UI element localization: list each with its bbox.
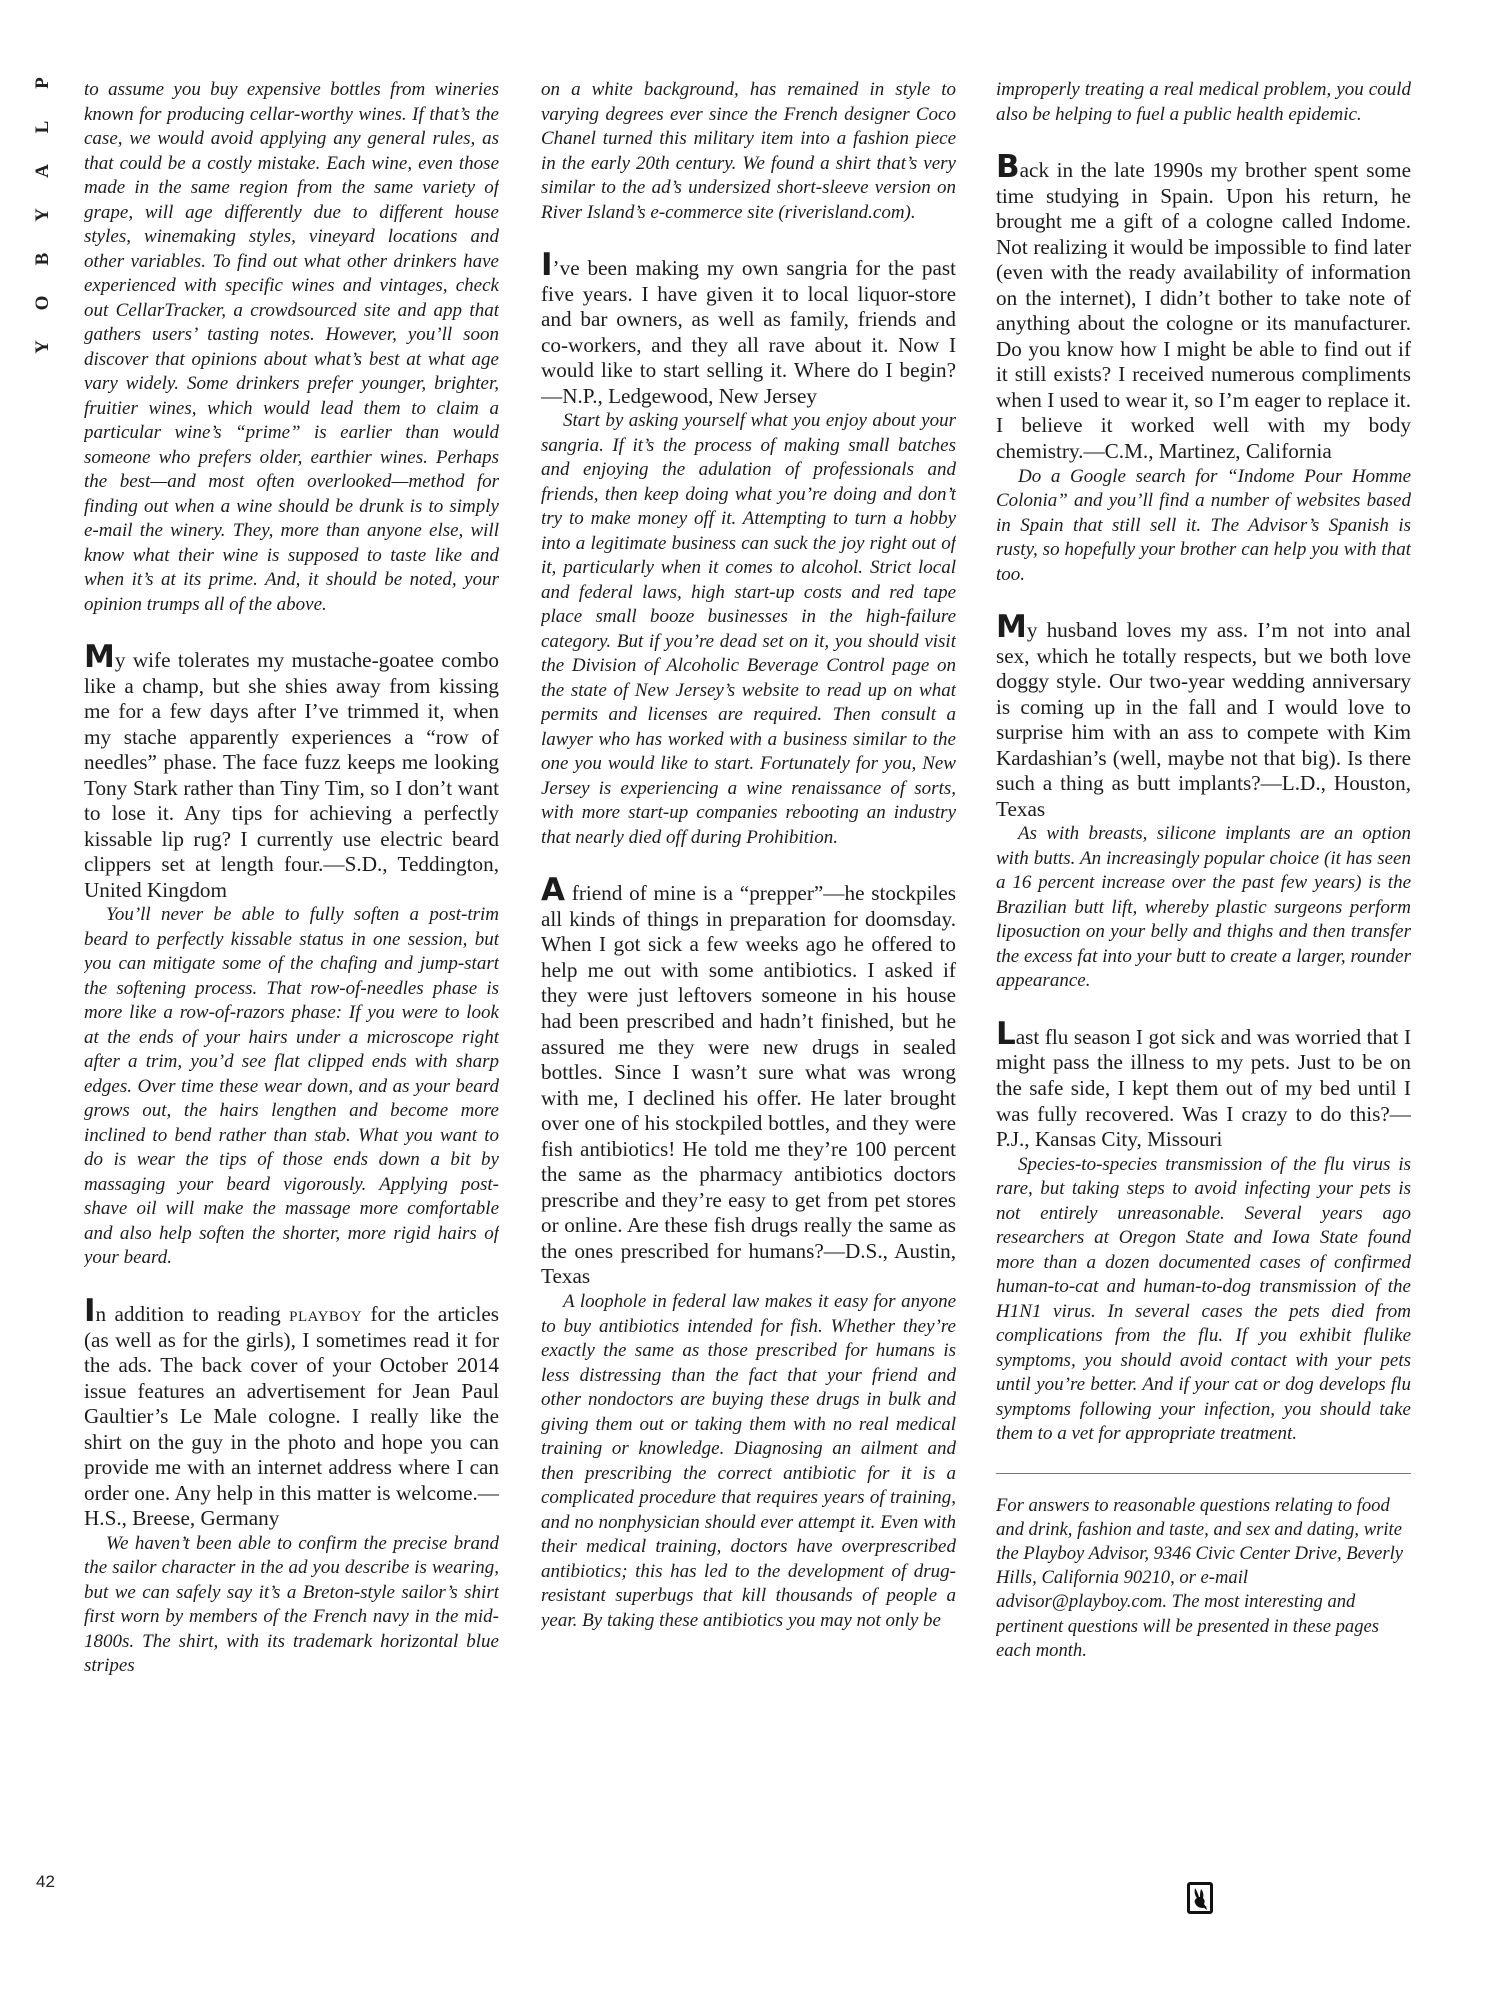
divider: [996, 1473, 1411, 1474]
drop-cap: I: [84, 1292, 96, 1329]
drop-cap: A: [541, 872, 565, 909]
drop-cap: B: [996, 149, 1020, 185]
masthead-letter: P: [32, 75, 53, 89]
masthead-letter: Y: [32, 338, 53, 354]
question-text: I’ve been making my own sangria for the past five years. I have given it to local liquor-store and bar owners, as well as family, friends and co-workers, and they all rave about it. Now I would like to start selling it. Where do I begin?—N.P., Ledgewood, New Jersey: [541, 247, 956, 408]
masthead-letter: L: [32, 118, 53, 134]
answer-text: You’ll never be able to fully soften a post-trim beard to perfectly kissable status in one session, but you can mitigate some of the chafing and jump-start the softening process. That row-of-needles phase is more like a row-of-razors phase: If you were to look at the ends of your hairs under a microscope right after a trim, you’d see flat clipped ends with sharp edges. Over time these wear down, and as your beard grows out, the hairs lengthen and become more inclined to bend rather than stab. What you want to do is wear the tips of those ends down a bit by massaging your beard vigorously. Applying post-shave oil will make the massage more comfortable and also help soften the shorter, more rigid hairs of your beard.: [84, 904, 499, 1269]
column-2: [541, 78, 956, 1928]
drop-cap: L: [996, 1015, 1016, 1052]
answer-text: to assume you buy expensive bottles from wineries known for producing cellar-worthy wines. If that’s the case, we would avoid applying any general rules, as that could be a costly mistake. Each wine, even those made in the same region from the same variety of grape, will age differently due to different house styles, winemaking styles, vineyard locations and other variables. To find out what other drinkers have experienced with specific wines and vintages, check out CellarTracker, a crowdsourced site and app that gathers users’ tasting notes. However, you’ll soon discover that opinions about what’s best at what age vary widely. Some drinkers prefer younger, brighter, fruitier wines, which would lead them to claim a particular wine’s “prime” is earlier than would someone who prefers older, earthier wines. Perhaps the best—and most often overlooked—method for finding out when a wine should be drunk is to simply e-mail the winery. They, more than anyone else, will know what their wine is supposed to taste like and when it’s at its prime. And, it should be noted, your opinion trumps all of the above.: [84, 79, 499, 615]
bunny-logo-icon: [1187, 1882, 1213, 1914]
submission-info: For answers to reasonable questions relating to food and drink, fashion and taste, and sex and dating, write the Playboy Advisor, 9346 Civic Center Drive, Beverly Hills, California 90210, or e-mail advisor@playboy.com. The most interesting and pertinent questions will be presented in these pages each month.: [996, 1494, 1404, 1661]
answer-text: improperly treating a real medical problem, you could also be helping to fuel a public health epidemic.: [996, 79, 1411, 125]
column-1: [84, 78, 499, 1928]
question-text: A friend of mine is a “prepper”—he stockpiles all kinds of things in preparation for doomsday. When I got sick a few weeks ago he offered to help me out with some antibiotics. I asked if they were just leftovers someone in his house had been prescribed and hadn’t finished, but he assured me they were new drugs in sealed bottles. Since I wasn’t sure what was wrong with me, I declined his offer. He later brought over one of his stockpiled bottles, and they were fish antibiotics! He told me they’re 100 percent the same as the pharmacy antibiotics doctors prescribe and they’re easy to get from pet stores or online. Are these fish drugs really the same as the ones prescribed for humans?—D.S., Austin, Texas: [541, 872, 956, 1289]
answer-text: As with breasts, silicone implants are an option with butts. An increasingly popular choice (it has seen a 16 percent increase over the past few years) is the Brazilian butt lift, whereby plastic surgeons perform liposuction on your belly and thighs and then transfer the excess fat into your butt to create a larger, rounder appearance.: [996, 823, 1411, 992]
question-text: Last flu season I got sick and was worried that I might pass the illness to my pets. Just to be on the safe side, I kept them out of my bed until I was fully recovered. Was I crazy to do this?—P.J., Kansas City, Missouri: [996, 1015, 1411, 1152]
masthead-letter: Y: [32, 206, 53, 222]
masthead-letter: A: [32, 162, 53, 178]
masthead-letter: O: [32, 293, 53, 311]
answer-text: Species-to-species transmission of the flu virus is rare, but taking steps to avoid infecting your pets is not entirely unreasonable. Several years ago researchers at Oregon State and Iowa State found more than a dozen documented cases of confirmed human-to-cat and human-to-dog transmission of the H1N1 virus. In several cases the pets died from complications from the flu. If you exhibit flulike symptoms, you should avoid contact with your pets until you’re better. And if your cat or dog develops flu symptoms following your infection, you should take them to a vet for appropriate treatment.: [996, 1153, 1411, 1445]
answer-text: Start by asking yourself what you enjoy about your sangria. If it’s the process of making small batches and enjoying the adulation of professionals and friends, then keep doing what you’re doing and don’t try to make money off it. Attempting to turn a hobby into a legitimate business can suck the joy right out of it, particularly when it comes to alcohol. Strict local and federal laws, high start-up costs and red tape place small booze businesses in the high-failure category. But if you’re dead set on it, you should visit the Division of Alcoholic Beverage Control page on the state of New Jersey’s website to read up on what permits and licenses are required. Then consult a lawyer who has worked with a business similar to the one you would like to start. Fortunately for you, New Jersey is experiencing a wine renaissance of sorts, with more start-up companies rebooting an industry that nearly died off during Prohibition.: [541, 410, 956, 848]
question-text: Back in the late 1990s my brother spent some time studying in Spain. Upon his return, he brought me a gift of a cologne called Indome. Not realizing it would be impossible to find later (even with the ready availability of information on the internet), I didn’t bother to take note of anything about the cologne or its manufacturer. Do you know how I might be able to find out if it still exists? I received numerous compliments when I used to wear it, so I’m eager to replace it. I believe it worked well with my body chemistry.—C.M., Martinez, California: [996, 149, 1411, 464]
masthead-letter: B: [32, 250, 53, 266]
answer-text: on a white background, has remained in style to varying degrees ever since the French designer Coco Chanel turned this military item into a fashion piece in the early 20th century. We found a shirt that’s very similar to the ad’s undersized short-sleeve version on River Island’s e-commerce site (riverisland.com).: [541, 79, 956, 223]
page-number: 42: [36, 1872, 55, 1891]
drop-cap: M: [84, 639, 115, 675]
answer-text: A loophole in federal law makes it easy for anyone to buy antibiotics intended for fish. Whether they’re exactly the same as those prescribed for humans is less distressing than the fact that your friend and other nondoctors are buying these drugs in bulk and giving them out or taking them with no real medical training or knowledge. Diagnosing an ailment and then prescribing the correct antibiotic for it is a complicated procedure that requires years of training, and no nonphysician should ever attempt it. Even with their medical training, doctors have overprescribed antibiotics; this has led to the development of drug-resistant superbugs that kill thousands of people a year. By taking these antibiotics you may not only be: [541, 1291, 956, 1631]
drop-cap: M: [996, 609, 1027, 646]
answer-text: Do a Google search for “Indome Pour Homme Colonia” and you’ll find a number of websites based in Spain that still sell it. The Advisor’s Spanish is rusty, so hopefully your brother can help you with that too.: [996, 465, 1411, 585]
drop-cap: I: [541, 247, 553, 283]
question-text: In addition to reading PLAYBOY for the articles (as well as for the girls), I sometimes read it for the ads. The back cover of your October 2014 issue features an advertisement for Jean Paul Gaultier’s Le Male cologne. I really like the shirt on the guy in the photo and hope you can provide me with an internet address where I can order one. Any help in this matter is welcome.—H.S., Breese, Germany: [84, 1292, 499, 1531]
magazine-name: PLAYBOY: [289, 1308, 363, 1325]
magazine-masthead: [28, 60, 58, 368]
column-3: [996, 78, 1411, 1928]
question-text: My husband loves my ass. I’m not into anal sex, which he totally respects, but we both love doggy style. Our two-year wedding anniversary is coming up in the fall and I would love to surprise him with an ass to compete with Kim Kardashian’s (well, maybe not that big). Is there such a thing as butt implants?—L.D., Houston, Texas: [996, 609, 1411, 821]
question-text: My wife tolerates my mustache-goatee combo like a champ, but she shies away from kissing me for a few days after I’ve trimmed it, when my stache apparently experiences a “row of needles” phase. The face fuzz keeps me looking Tony Stark rather than Tiny Tim, so I don’t want to lose it. Any tips for achieving a perfectly kissable lip rug? I currently use electric beard clippers set at length four.—S.D., Teddington, United Kingdom: [84, 639, 499, 902]
answer-text: We haven’t been able to confirm the precise brand the sailor character in the ad you describe is wearing, but we can safely say it’s a Breton-style sailor’s shirt first worn by members of the French navy in the mid-1800s. The shirt, with its trademark horizontal blue stripes: [84, 1532, 499, 1677]
